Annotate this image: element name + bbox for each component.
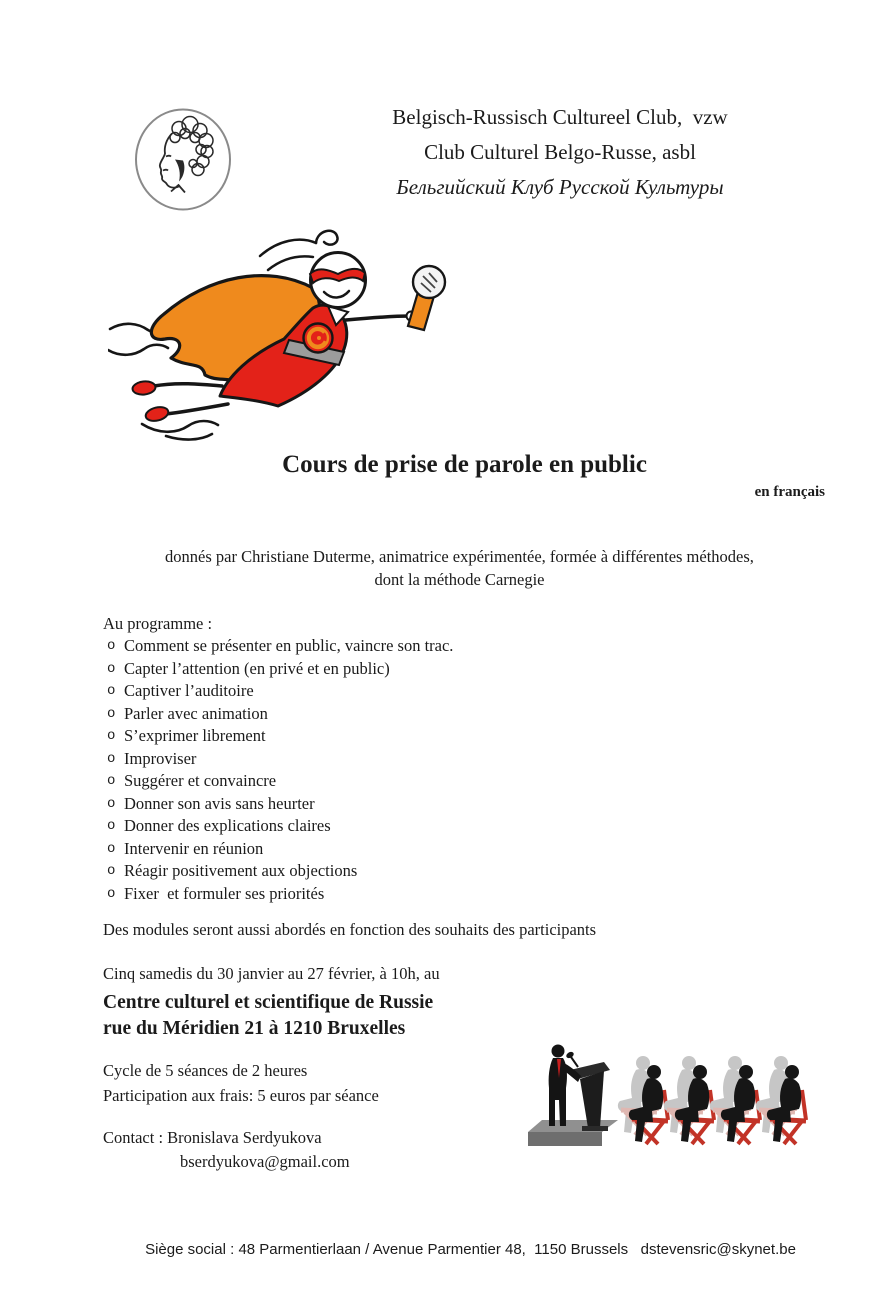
- bullet-icon: o: [107, 660, 116, 677]
- org-name-russian: Бельгийский Клуб Русской Культуры: [396, 175, 724, 199]
- footer-address: Siège social : 48 Parmentierlaan / Avenue Parmentier 48, 1150 Brussels dstevensric@skynet.be: [145, 1241, 796, 1258]
- bullet-icon: o: [107, 750, 116, 767]
- program-item: [103, 770, 453, 793]
- podium-icon: [565, 1051, 610, 1131]
- schedule-section: [103, 962, 440, 1042]
- intro-line-1: donnés par Christiane Duterme, animatrice expérimentée, formée à différentes méthodes,: [165, 547, 754, 566]
- program-item-text: Improviser: [124, 748, 197, 768]
- program-item: [103, 883, 453, 906]
- program-heading: Au programme :: [103, 614, 213, 633]
- schedule-dates: Cinq samedis du 30 janvier au 27 février, à 10h, au: [103, 964, 440, 983]
- program-item-text: Donner des explications claires: [124, 816, 331, 835]
- venue-name: Centre culturel et scientifique de Russie: [103, 992, 434, 1013]
- bullet-icon: o: [107, 863, 116, 879]
- program-item: [103, 658, 453, 681]
- cycle-info: Cycle de 5 séances de 2 heures: [103, 1061, 308, 1080]
- program-item: [103, 635, 453, 658]
- course-details: [103, 1059, 379, 1108]
- modules-note: Des modules seront aussi abordés en fonction des souhaits des participants: [103, 920, 597, 939]
- org-name-dutch: Belgisch-Russisch Cultureel Club, vzw: [392, 105, 728, 129]
- club-logo-pushkin-icon: [133, 107, 233, 212]
- program-item: [103, 838, 453, 861]
- program-item-text: Donner son avis sans heurter: [124, 793, 315, 813]
- program-item-text: Fixer et formuler ses priorités: [124, 883, 325, 903]
- contact-section: [103, 1126, 350, 1173]
- program-item-text: Réagir positivement aux objections: [124, 861, 358, 880]
- program-item: [103, 860, 453, 883]
- bullet-icon: o: [107, 773, 116, 789]
- program-item-text: Comment se présenter en public, vaincre son trac.: [124, 636, 454, 655]
- program-item-text: Intervenir en réunion: [124, 838, 264, 858]
- bullet-icon: o: [107, 885, 116, 902]
- shoe-icon: [132, 380, 156, 395]
- bullet-icon: o: [107, 795, 116, 812]
- program-item: [103, 815, 453, 838]
- program-item-text: S’exprimer librement: [124, 726, 266, 745]
- program-section: [103, 612, 453, 905]
- contact-name: Contact : Bronislava Serdyukova: [103, 1128, 322, 1147]
- fee-info: Participation aux frais: 5 euros par séance: [103, 1085, 379, 1105]
- audience-icon: [618, 1056, 806, 1144]
- language-note: en français: [754, 484, 825, 500]
- bullet-icon: o: [107, 818, 116, 834]
- page-title: Cours de prise de parole en public: [282, 451, 647, 478]
- program-item: [103, 703, 453, 726]
- program-item: [103, 725, 453, 748]
- org-names: [290, 100, 830, 205]
- intro-paragraph: [0, 545, 891, 591]
- chest-emblem-icon: [304, 324, 333, 353]
- org-name-french: Club Culturel Belgo-Russe, asbl: [424, 140, 696, 164]
- contact-email: bserdyukova@gmail.com: [180, 1151, 350, 1171]
- bullet-icon: o: [107, 683, 116, 699]
- microphone-icon: [408, 266, 445, 330]
- shoe-icon: [144, 405, 169, 423]
- speaker-audience-illustration: [528, 1036, 808, 1148]
- program-item-text: Capter l’attention (en privé et en public): [124, 658, 390, 678]
- speaker-icon: [549, 1045, 581, 1127]
- program-item: [103, 680, 453, 703]
- platform-icon: [528, 1120, 618, 1146]
- program-item: [103, 793, 453, 816]
- program-item: [103, 748, 453, 771]
- intro-line-2: dont la méthode Carnegie: [374, 570, 545, 589]
- bullet-icon: o: [107, 705, 116, 722]
- program-item-text: Suggérer et convaincre: [124, 771, 277, 790]
- superheroine-illustration: [108, 228, 470, 442]
- bullet-icon: o: [107, 728, 116, 744]
- program-item-text: Captiver l’auditoire: [124, 681, 254, 700]
- venue-address: rue du Méridien 21 à 1210 Bruxelles: [103, 1018, 406, 1039]
- bullet-icon: o: [107, 840, 116, 857]
- bullet-icon: o: [107, 638, 116, 654]
- arm-icon: [346, 316, 410, 320]
- program-item-text: Parler avec animation: [124, 703, 268, 723]
